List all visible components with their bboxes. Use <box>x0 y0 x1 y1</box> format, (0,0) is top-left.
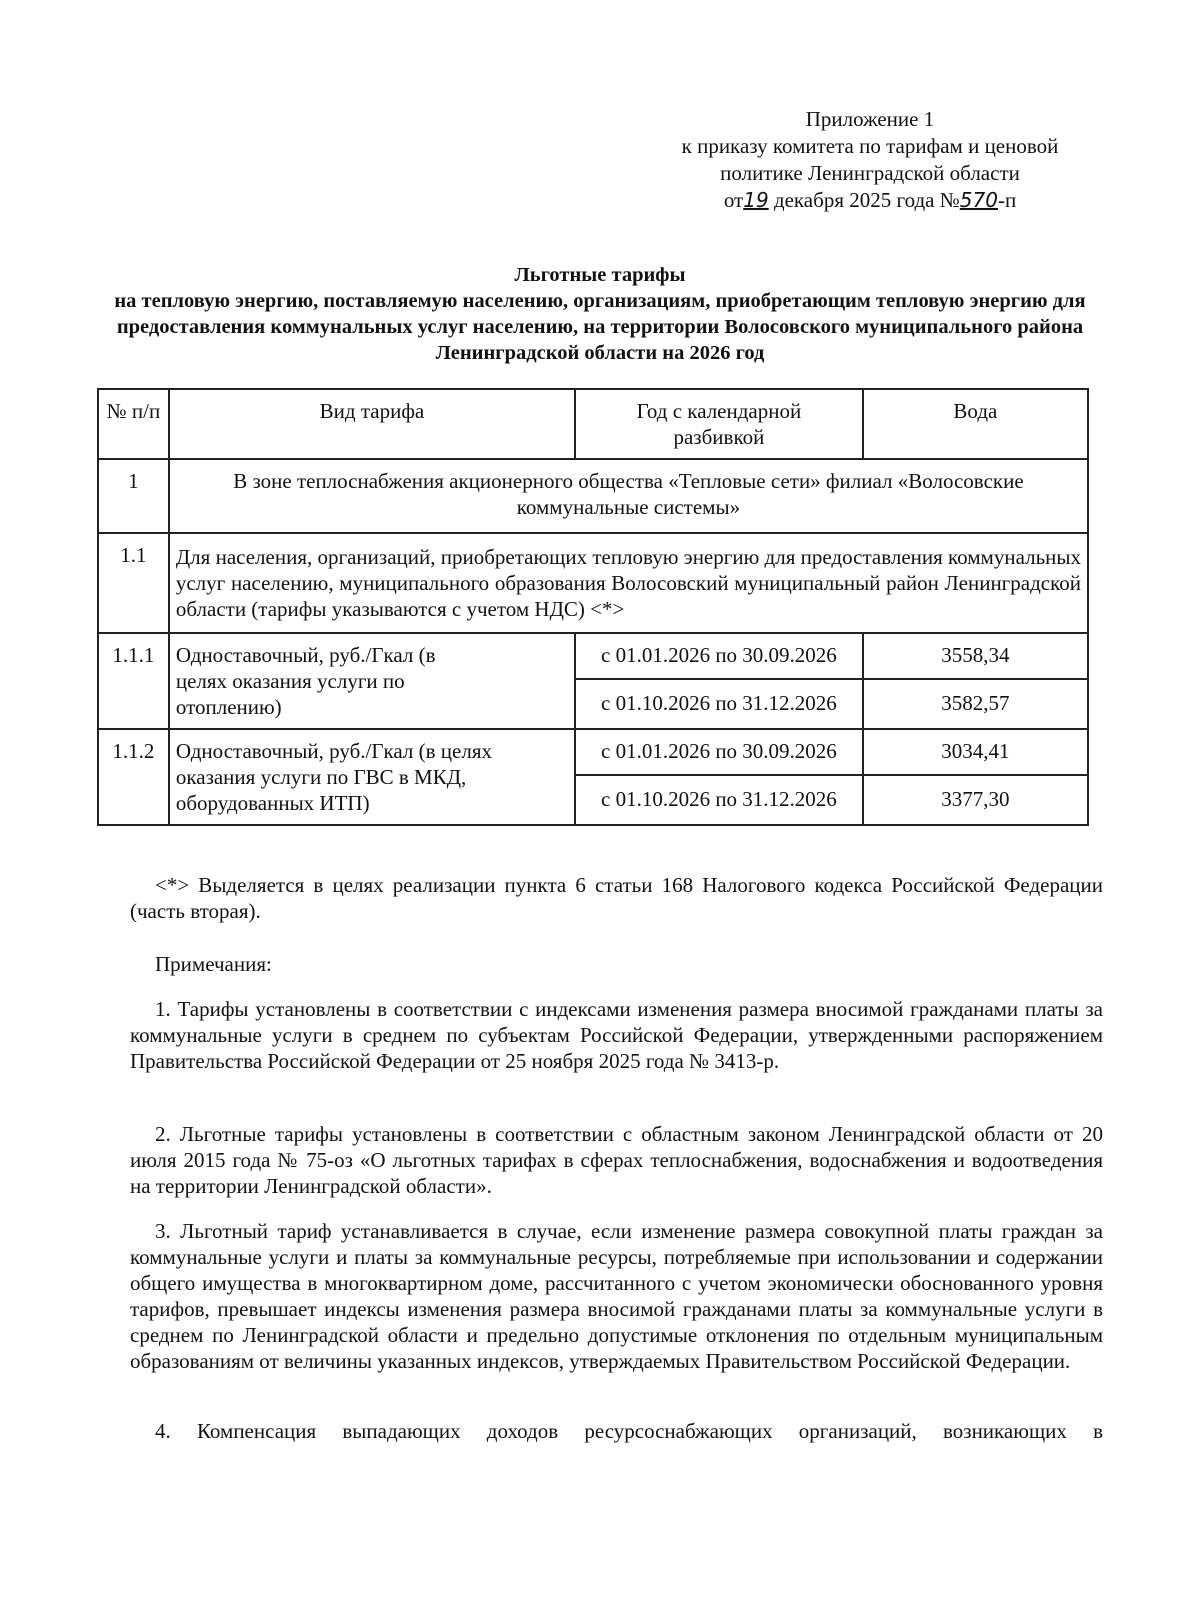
value-cell: 3377,30 <box>863 775 1088 825</box>
appendix-line: к приказу комитета по тарифам и ценовой <box>681 134 1059 158</box>
appendix-line: политике Ленинградской области <box>720 161 1020 185</box>
table-header-row <box>98 389 1088 459</box>
header-cell: Вода <box>863 389 1088 459</box>
handwritten-day: 19 <box>743 188 769 212</box>
note-2: 2. Льготные тарифы установлены в соответствии с областным законом Ленинградской области от 20 июля 2015 года № 75-оз «О льготных тарифах в сферах теплоснабжения, водоснабжения и водоотведения на территории Ленинградской области». <box>130 1122 1103 1198</box>
header-cell: № п/п <box>98 389 169 459</box>
notes-heading: Примечания: <box>155 952 272 976</box>
value-cell: 3034,41 <box>863 729 1088 775</box>
tariff-type: Одноставочный, руб./Гкал (в целях оказания услуги по ГВС в МКД, оборудованных ИТП) <box>169 729 575 825</box>
tariff-type: Одноставочный, руб./Гкал (в целях оказания услуги по отоплению) <box>169 633 575 729</box>
note-1: 1. Тарифы установлены в соответствии с индексами изменения размера вносимой гражданами платы за коммунальные услуги в среднем по субъектам Российской Федерации, утвержденными распоряжением Правительства Российской Федерации от 25 ноября 2025 года № 3413-р. <box>130 997 1103 1073</box>
period-cell: с 01.10.2026 по 31.12.2026 <box>575 775 863 825</box>
note-3: 3. Льготный тариф устанавливается в случае, если изменение размера совокупной платы граждан за коммунальные услуги и платы за коммунальные ресурсы, потребляемые при использовании и содержании общего имущества в многоквартирном доме, рассчитанного с учетом экономически обоснованного уровня тарифов, превышает индексы изменения размера вносимой гражданами платы за коммунальные услуги в среднем по Ленинградской области и предельно допустимые отклонения по отдельным муниципальным образованиям от величины указанных индексов, утверждаемых Правительством Российской Федерации. <box>130 1219 1103 1373</box>
table-row <box>98 533 1088 633</box>
value-cell: 3582,57 <box>863 679 1088 729</box>
tariff-table <box>97 388 1089 826</box>
title-subtitle: на тепловую энергию, поставляемую населению, организациям, приобретающим тепловую энергию для предоставления коммунальных услуг населению, на территории Волосовского муниципального района Ленинградской области на 2026 год <box>114 290 1086 364</box>
table-row <box>98 633 1088 679</box>
section-text: В зоне теплоснабжения акционерного общества «Тепловые сети» филиал «Волосовские коммунальные системы» <box>169 459 1088 533</box>
appendix-title: Приложение 1 <box>805 107 935 131</box>
date-prefix: от <box>723 188 744 212</box>
table-row <box>98 729 1088 775</box>
footnote: <*> Выделяется в целях реализации пункта 6 статьи 168 Налогового кодекса Российской Федерации (часть вторая). <box>130 873 1103 923</box>
document-title <box>100 262 1100 366</box>
section-text: Для населения, организаций, приобретающих тепловую энергию для предоставления коммунальных услуг населению, муниципального образования Волосовский муниципальный район Ленинградской области (тарифы указываются с учетом НДС) <*> <box>169 533 1088 633</box>
period-cell: с 01.01.2026 по 30.09.2026 <box>575 729 863 775</box>
row-number: 1 <box>98 459 169 533</box>
row-number: 1.1.2 <box>98 729 169 825</box>
header-cell: Год с календарной разбивкой <box>575 389 863 459</box>
table-row <box>98 459 1088 533</box>
row-number: 1.1 <box>98 533 169 633</box>
value-cell: 3558,34 <box>863 633 1088 679</box>
note-4: 4. Компенсация выпадающих доходов ресурсоснабжающих организаций, возникающих в <box>155 1419 1103 1443</box>
number-suffix: -п <box>997 188 1017 212</box>
appendix-date <box>640 187 1100 214</box>
period-cell: с 01.01.2026 по 30.09.2026 <box>575 633 863 679</box>
date-middle: декабря 2025 года № <box>768 188 960 212</box>
header-cell: Вид тарифа <box>169 389 575 459</box>
row-number: 1.1.1 <box>98 633 169 729</box>
handwritten-number: 570 <box>959 188 998 212</box>
title-main: Льготные тарифы <box>514 264 686 286</box>
appendix-header <box>640 106 1100 214</box>
period-cell: с 01.10.2026 по 31.12.2026 <box>575 679 863 729</box>
